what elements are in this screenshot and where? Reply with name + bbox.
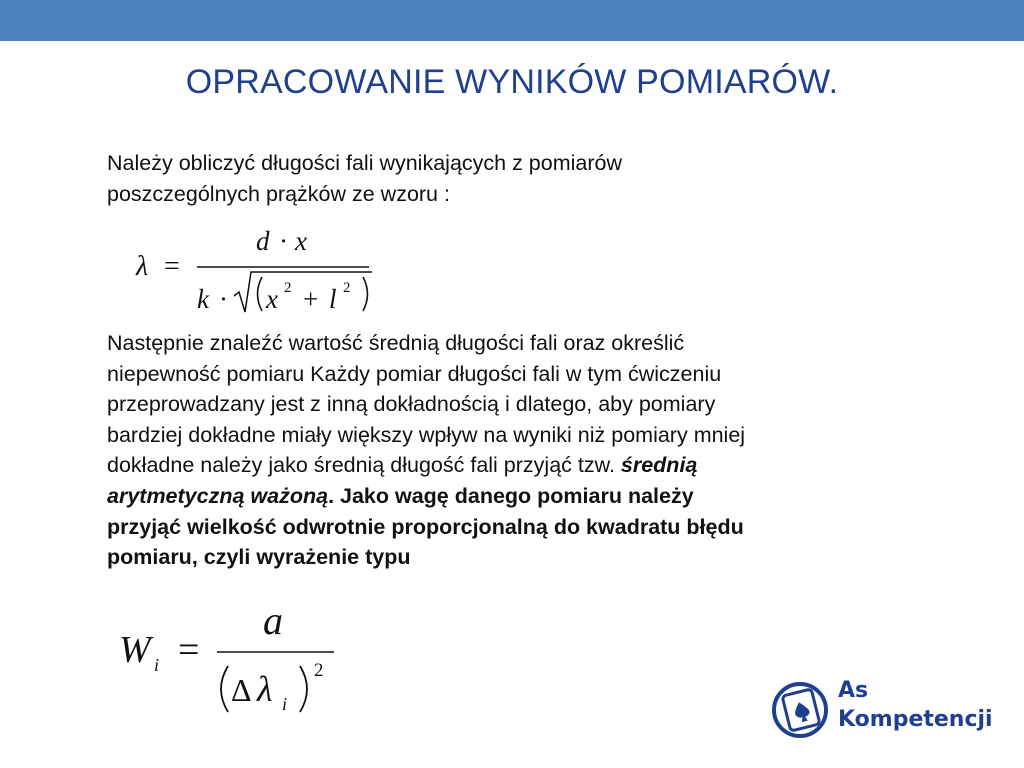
body-line-6 [107, 481, 967, 512]
formula1-den-l-exp: 2 [343, 280, 351, 296]
formula1-den-x: x [266, 284, 278, 314]
body-line-5-plain: dokładne należy jako średnią długość fali przyjąć tzw. [107, 453, 621, 478]
intro-line-1: Należy obliczyć długości fali wynikających z pomiarów [107, 151, 623, 175]
formula2-delta: Δ [231, 672, 252, 708]
weighted-mean-term-1: średnią [620, 453, 698, 478]
slide-title: OPRACOWANIE WYNIKÓW POMIARÓW. [185, 63, 839, 101]
formula1-equals: = [164, 251, 180, 282]
top-accent-bar [0, 0, 1024, 41]
formula2-w-sub: i [154, 655, 160, 675]
logo-text-as: As [838, 678, 869, 703]
body-line-2: niepewność pomiaru Każdy pomiar długości fali w tym ćwiczeniu [107, 361, 722, 386]
formula2-exp: 2 [314, 660, 324, 681]
formula2-num-a: a [263, 598, 283, 643]
formula1-den-dot: · [219, 284, 228, 314]
intro-line-2: poszczególnych prążków ze wzoru : [107, 181, 450, 206]
body-paragraph [107, 328, 967, 573]
intro-paragraph [107, 148, 967, 209]
formula1-den-x-exp: 2 [284, 280, 292, 296]
weighted-mean-term-2: arytmetyczną ważoną [107, 483, 329, 508]
formula1-lambda: λ [136, 251, 149, 282]
body-line-1: Następnie znaleźć wartość średnią długości fali oraz określić [107, 331, 685, 355]
body-line-3: przeprowadzany jest z inną dokładnością i dlatego, aby pomiary [107, 392, 716, 417]
body-line-8: pomiaru, czyli wyrażenie typu [107, 545, 411, 570]
formula1-den-plus: + [303, 284, 319, 314]
formula2-lambda-sub: i [282, 694, 288, 714]
logo-text-kompetencji: Kompetencji [838, 707, 993, 732]
body-line-6-bold: . Jako wagę danego pomiaru należy [328, 483, 694, 508]
body-line-7: przyjąć wielkość odwrotnie proporcjonalną do kwadratu błędu [107, 514, 744, 539]
formula1-num-d: d [256, 226, 270, 256]
formula1-den-k: k [197, 284, 209, 314]
body-line-5 [107, 450, 967, 481]
formula2-equals: = [178, 629, 200, 671]
body-line-4: bardziej dokładne miały większy wpływ na wyniki niż pomiary mniej [107, 422, 746, 447]
formula1-num-x: x [295, 226, 307, 256]
formula1-den-l: l [329, 284, 337, 314]
formula2-w: W [119, 629, 151, 671]
formula2-lambda: λ [257, 669, 273, 709]
formula1-num-dot: · [279, 226, 288, 256]
